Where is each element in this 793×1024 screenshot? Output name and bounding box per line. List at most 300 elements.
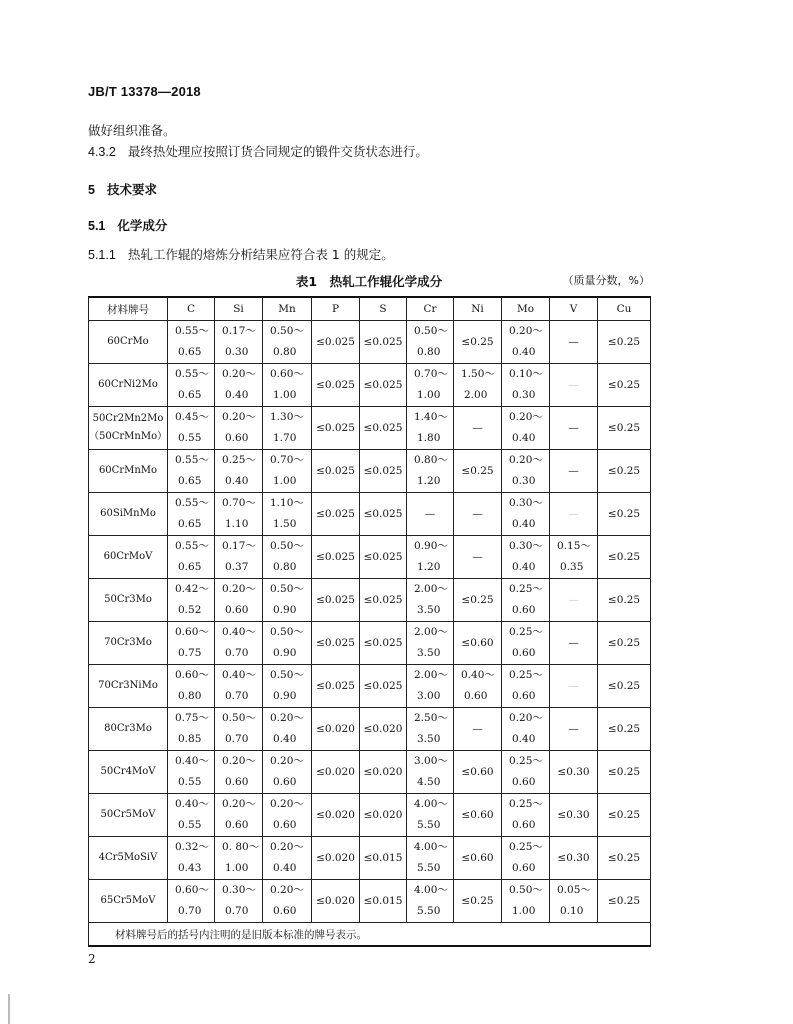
- range-upper: 1.00: [512, 905, 536, 917]
- range-upper: 3.00: [417, 690, 441, 702]
- range-upper: 1.10: [225, 518, 249, 530]
- cell-s: ≤0.020: [360, 794, 407, 837]
- column-header: Mo: [502, 297, 550, 321]
- range-upper: 0.40: [225, 475, 249, 487]
- cell-c: [168, 880, 215, 923]
- range-upper: 2.00: [464, 389, 488, 401]
- range-lower: 0.25～: [509, 669, 543, 681]
- range-upper: 0.40: [225, 389, 249, 401]
- cell-cr: [407, 794, 454, 837]
- cell-p: ≤0.025: [312, 536, 360, 579]
- cell-v: [550, 536, 598, 579]
- grade-label: 50Cr5MoV: [100, 809, 156, 820]
- range-lower: 2.00～: [414, 583, 448, 595]
- range-lower: 0.25～: [509, 798, 543, 810]
- cell-mo: [502, 751, 550, 794]
- cell-cu: ≤0.25: [598, 837, 651, 880]
- range-lower: 0.60～: [270, 368, 304, 380]
- range-upper: 0.60: [225, 776, 249, 788]
- cell-ni: ≤0.60: [454, 751, 502, 794]
- range-upper: 0.60: [273, 776, 297, 788]
- range-upper: 1.00: [273, 475, 297, 487]
- range-lower: 0.25～: [509, 626, 543, 638]
- range-upper: 1.80: [417, 432, 441, 444]
- range-upper: 0.40: [512, 518, 536, 530]
- cell-ni: ≤0.25: [454, 579, 502, 622]
- cell-s: ≤0.020: [360, 751, 407, 794]
- column-header: S: [360, 297, 407, 321]
- range-lower: 0.55～: [175, 454, 209, 466]
- cell-mn: [263, 837, 312, 880]
- range-lower: 0.42～: [175, 583, 209, 595]
- range-lower: 0.75～: [175, 712, 209, 724]
- cell-mn: [263, 665, 312, 708]
- cell-c: [168, 407, 215, 450]
- cell-v: —: [550, 622, 598, 665]
- cell-mo: [502, 450, 550, 493]
- range-upper: 3.50: [417, 604, 441, 616]
- range-upper: 0.90: [273, 690, 297, 702]
- range-upper: 0.60: [225, 819, 249, 831]
- cell-si: [215, 794, 263, 837]
- cell-cr: —: [407, 493, 454, 536]
- range-lower: 0.20～: [270, 884, 304, 896]
- cell-p: ≤0.025: [312, 579, 360, 622]
- cell-p: ≤0.020: [312, 708, 360, 751]
- range-upper: 0.40: [273, 862, 297, 874]
- range-lower: 0. 80～: [222, 841, 260, 853]
- cell-ni: [454, 364, 502, 407]
- range-lower: 0.25～: [509, 841, 543, 853]
- cell-cr: [407, 579, 454, 622]
- cell-p: ≤0.025: [312, 622, 360, 665]
- range-upper: 0.60: [273, 819, 297, 831]
- range-lower: 0.32～: [175, 841, 209, 853]
- range-upper: 1.20: [417, 561, 441, 573]
- range-upper: 0.70: [225, 647, 249, 659]
- cell-si: [215, 708, 263, 751]
- table-row: [89, 536, 651, 579]
- cell-s: ≤0.025: [360, 579, 407, 622]
- range-upper: 5.50: [417, 819, 441, 831]
- cell-ni: ≤0.25: [454, 450, 502, 493]
- grade-label: 60CrMoV: [103, 551, 153, 562]
- range-lower: 0.30～: [509, 540, 543, 552]
- range-upper: 0.55: [178, 819, 202, 831]
- grade-label: 80Cr3Mo: [104, 723, 152, 734]
- cell-s: ≤0.020: [360, 708, 407, 751]
- range-lower: 0.55～: [175, 540, 209, 552]
- range-upper: 0.85: [178, 733, 202, 745]
- column-header: C: [168, 297, 215, 321]
- range-lower: 1.10～: [270, 497, 304, 509]
- cell-mo: [502, 837, 550, 880]
- grade-cell: [89, 579, 168, 622]
- cell-s: ≤0.025: [360, 536, 407, 579]
- column-header: Si: [215, 297, 263, 321]
- range-upper: 0.55: [178, 776, 202, 788]
- range-lower: 1.50～: [461, 368, 495, 380]
- cell-si: [215, 493, 263, 536]
- cell-mn: [263, 579, 312, 622]
- cell-cu: ≤0.25: [598, 751, 651, 794]
- range-lower: 0.20～: [222, 368, 256, 380]
- table-row: [89, 794, 651, 837]
- table-footnote: 材料牌号后的括号内注明的是旧版本标准的牌号表示。: [89, 923, 651, 947]
- range-lower: 2.00～: [414, 669, 448, 681]
- range-upper: 0.30: [225, 346, 249, 358]
- grade-label: 50Cr2Mn2Mo: [92, 413, 164, 424]
- grade-label: 60SiMnMo: [100, 508, 156, 519]
- table-unit: （质量分数，%）: [562, 274, 650, 287]
- cell-p: ≤0.025: [312, 321, 360, 364]
- range-lower: 0.60～: [175, 884, 209, 896]
- range-lower: 0.40～: [175, 798, 209, 810]
- grade-cell: [89, 794, 168, 837]
- standard-code-header: JB/T 13378—2018: [88, 84, 201, 99]
- range-upper: 0.80: [178, 690, 202, 702]
- cell-v: ≤0.30: [550, 794, 598, 837]
- cell-s: ≤0.025: [360, 493, 407, 536]
- cell-cu: ≤0.25: [598, 880, 651, 923]
- range-lower: 0.55～: [175, 497, 209, 509]
- cell-ni: ≤0.25: [454, 880, 502, 923]
- range-lower: 0.50～: [270, 325, 304, 337]
- cell-s: ≤0.025: [360, 665, 407, 708]
- table-row: [89, 837, 651, 880]
- table-row: [89, 407, 651, 450]
- cell-mn: [263, 536, 312, 579]
- cell-cu: ≤0.25: [598, 536, 651, 579]
- cell-mn: [263, 364, 312, 407]
- column-header: Cu: [598, 297, 651, 321]
- range-lower: 0.40～: [222, 626, 256, 638]
- range-lower: 0.20～: [509, 454, 543, 466]
- range-lower: 0.25～: [509, 583, 543, 595]
- cell-si: [215, 665, 263, 708]
- range-lower: 0.20～: [509, 325, 543, 337]
- range-upper: 0.52: [178, 604, 202, 616]
- range-lower: 0.05～: [557, 884, 591, 896]
- range-lower: 1.30～: [270, 411, 304, 423]
- grade-label: 60CrMnMo: [98, 465, 158, 476]
- range-upper: 0.60: [464, 690, 488, 702]
- cell-mn: [263, 880, 312, 923]
- cell-p: ≤0.020: [312, 880, 360, 923]
- range-lower: 0.90～: [414, 540, 448, 552]
- column-header: Cr: [407, 297, 454, 321]
- range-upper: 0.70: [225, 690, 249, 702]
- clause-text: 热轧工作辊的熔炼分析结果应符合表 1 的规定。: [127, 247, 394, 262]
- cell-cr: [407, 880, 454, 923]
- range-upper: 0.65: [178, 475, 202, 487]
- cell-si: [215, 450, 263, 493]
- range-upper: 0.75: [178, 647, 202, 659]
- range-upper: 0.65: [178, 518, 202, 530]
- range-upper: 0.60: [512, 776, 536, 788]
- range-lower: 3.00～: [414, 755, 448, 767]
- range-upper: 0.80: [273, 561, 297, 573]
- range-lower: 0.55～: [175, 325, 209, 337]
- range-lower: 4.00～: [414, 884, 448, 896]
- subsection-title: 化学成分: [117, 218, 168, 233]
- cell-mo: [502, 493, 550, 536]
- cell-cu: ≤0.25: [598, 450, 651, 493]
- cell-v: —: [550, 407, 598, 450]
- table-caption-row: [88, 272, 650, 290]
- range-lower: 0.50～: [270, 669, 304, 681]
- cell-cu: ≤0.25: [598, 665, 651, 708]
- cell-cr: [407, 665, 454, 708]
- cell-si: [215, 364, 263, 407]
- range-upper: 0.70: [225, 733, 249, 745]
- cell-ni: ≤0.60: [454, 622, 502, 665]
- range-lower: 0.20～: [509, 411, 543, 423]
- section-title: 技术要求: [106, 182, 157, 197]
- cell-v: [550, 880, 598, 923]
- cell-si: [215, 321, 263, 364]
- cell-mo: [502, 794, 550, 837]
- cell-cu: ≤0.25: [598, 407, 651, 450]
- cell-p: ≤0.025: [312, 665, 360, 708]
- cell-cu: ≤0.25: [598, 622, 651, 665]
- grade-cell: [89, 493, 168, 536]
- range-upper: 0.60: [512, 690, 536, 702]
- cell-v: —: [550, 364, 598, 407]
- cell-s: ≤0.025: [360, 450, 407, 493]
- range-lower: 0.25～: [509, 755, 543, 767]
- range-upper: 0.90: [273, 647, 297, 659]
- cell-v: ≤0.30: [550, 837, 598, 880]
- clause-number: 5.1.1: [88, 248, 116, 262]
- grade-cell: [89, 837, 168, 880]
- range-upper: 1.00: [273, 389, 297, 401]
- grade-cell: [89, 450, 168, 493]
- range-lower: 0.50～: [270, 583, 304, 595]
- cell-cu: ≤0.25: [598, 794, 651, 837]
- cell-p: ≤0.025: [312, 493, 360, 536]
- range-lower: 0.40～: [175, 755, 209, 767]
- range-upper: 4.50: [417, 776, 441, 788]
- range-lower: 0.50～: [222, 712, 256, 724]
- cell-p: ≤0.025: [312, 364, 360, 407]
- clause-text: 最终热处理应按照订货合同规定的锻件交货状态进行。: [127, 144, 428, 159]
- range-lower: 0.20～: [222, 411, 256, 423]
- cell-mn: [263, 708, 312, 751]
- cell-c: [168, 665, 215, 708]
- cell-cr: [407, 364, 454, 407]
- column-header: 材料牌号: [89, 297, 168, 321]
- cell-ni: [454, 665, 502, 708]
- cell-p: ≤0.020: [312, 837, 360, 880]
- range-upper: 3.50: [417, 733, 441, 745]
- cell-s: ≤0.025: [360, 622, 407, 665]
- grade-cell: [89, 665, 168, 708]
- range-upper: 0.65: [178, 561, 202, 573]
- page-number: 2: [88, 952, 96, 966]
- cell-mn: [263, 794, 312, 837]
- range-upper: 0.65: [178, 346, 202, 358]
- range-upper: 0.70: [225, 905, 249, 917]
- table-header-row: [89, 297, 651, 321]
- subsection-number: 5.1: [88, 219, 106, 233]
- cell-cu: ≤0.25: [598, 579, 651, 622]
- range-lower: 0.40～: [222, 669, 256, 681]
- grade-cell: [89, 751, 168, 794]
- cell-mn: [263, 493, 312, 536]
- range-upper: 0.40: [273, 733, 297, 745]
- cell-mo: [502, 364, 550, 407]
- grade-cell: [89, 880, 168, 923]
- cell-c: [168, 751, 215, 794]
- range-lower: 0.45～: [175, 411, 209, 423]
- grade-label: 50Cr4MoV: [100, 766, 156, 777]
- cell-c: [168, 794, 215, 837]
- range-upper: 0.10: [560, 905, 584, 917]
- grade-cell: [89, 536, 168, 579]
- cell-si: [215, 579, 263, 622]
- cell-ni: —: [454, 708, 502, 751]
- cell-cr: [407, 708, 454, 751]
- range-upper: 1.20: [417, 475, 441, 487]
- range-upper: 0.55: [178, 432, 202, 444]
- cell-c: [168, 536, 215, 579]
- scan-edge-mark: [8, 994, 10, 1024]
- range-upper: 0.90: [273, 604, 297, 616]
- range-upper: 5.50: [417, 862, 441, 874]
- grade-label: （50CrMnMo）: [89, 431, 168, 442]
- cell-mn: [263, 321, 312, 364]
- range-upper: 1.00: [225, 862, 249, 874]
- column-header: Ni: [454, 297, 502, 321]
- cell-mo: [502, 407, 550, 450]
- cell-cu: ≤0.25: [598, 364, 651, 407]
- table-row: [89, 622, 651, 665]
- range-upper: 0.60: [512, 647, 536, 659]
- table-row: [89, 450, 651, 493]
- range-upper: 0.43: [178, 862, 202, 874]
- cell-mo: [502, 708, 550, 751]
- cell-s: ≤0.025: [360, 364, 407, 407]
- range-upper: 5.50: [417, 905, 441, 917]
- range-lower: 0.20～: [270, 755, 304, 767]
- range-lower: 0.15～: [557, 540, 591, 552]
- range-lower: 0.60～: [175, 669, 209, 681]
- range-lower: 0.20～: [509, 712, 543, 724]
- range-upper: 3.50: [417, 647, 441, 659]
- grade-label: 70Cr3Mo: [104, 637, 152, 648]
- grade-cell: [89, 364, 168, 407]
- cell-mn: [263, 622, 312, 665]
- cell-c: [168, 450, 215, 493]
- grade-cell: [89, 622, 168, 665]
- cell-p: ≤0.020: [312, 751, 360, 794]
- grade-label: 60CrNi2Mo: [98, 379, 158, 390]
- cell-s: ≤0.025: [360, 407, 407, 450]
- range-upper: 0.60: [512, 819, 536, 831]
- cell-c: [168, 321, 215, 364]
- range-lower: 0.70～: [222, 497, 256, 509]
- cell-si: [215, 407, 263, 450]
- table-row: [89, 708, 651, 751]
- table-caption: 表1 热轧工作辊化学成分: [295, 274, 443, 289]
- range-upper: 1.50: [273, 518, 297, 530]
- range-upper: 0.60: [273, 905, 297, 917]
- cell-v: —: [550, 450, 598, 493]
- cell-mo: [502, 622, 550, 665]
- range-upper: 0.30: [512, 475, 536, 487]
- range-upper: 0.80: [417, 346, 441, 358]
- cell-cr: [407, 622, 454, 665]
- range-upper: 1.70: [273, 432, 297, 444]
- range-lower: 0.20～: [222, 755, 256, 767]
- column-header: Mn: [263, 297, 312, 321]
- paragraph-continuation: 做好组织准备。: [88, 123, 176, 138]
- cell-ni: ≤0.60: [454, 794, 502, 837]
- range-upper: 0.70: [178, 905, 202, 917]
- range-lower: 0.20～: [270, 798, 304, 810]
- range-lower: 0.50～: [414, 325, 448, 337]
- cell-cr: [407, 536, 454, 579]
- cell-mo: [502, 579, 550, 622]
- cell-c: [168, 579, 215, 622]
- range-lower: 0.20～: [270, 712, 304, 724]
- grade-label: 70Cr3NiMo: [98, 680, 158, 691]
- range-lower: 0.20～: [222, 798, 256, 810]
- cell-mo: [502, 536, 550, 579]
- cell-cr: [407, 751, 454, 794]
- range-lower: 2.50～: [414, 712, 448, 724]
- column-header: V: [550, 297, 598, 321]
- range-lower: 0.10～: [509, 368, 543, 380]
- grade-label: 65Cr5MoV: [100, 895, 156, 906]
- cell-c: [168, 493, 215, 536]
- grade-cell: [89, 708, 168, 751]
- table-row: [89, 751, 651, 794]
- range-lower: 2.00～: [414, 626, 448, 638]
- range-lower: 0.50～: [509, 884, 543, 896]
- range-lower: 0.17～: [222, 325, 256, 337]
- cell-ni: —: [454, 536, 502, 579]
- range-lower: 1.40～: [414, 411, 448, 423]
- cell-si: [215, 880, 263, 923]
- range-upper: 0.35: [560, 561, 584, 573]
- range-upper: 1.00: [417, 389, 441, 401]
- cell-cr: [407, 837, 454, 880]
- range-upper: 0.40: [512, 432, 536, 444]
- cell-s: ≤0.025: [360, 321, 407, 364]
- cell-mo: [502, 665, 550, 708]
- cell-v: ≤0.30: [550, 751, 598, 794]
- range-lower: 4.00～: [414, 841, 448, 853]
- cell-ni: ≤0.25: [454, 321, 502, 364]
- table-row: [89, 579, 651, 622]
- grade-label: 60CrMo: [107, 336, 149, 347]
- cell-v: —: [550, 665, 598, 708]
- cell-c: [168, 364, 215, 407]
- range-upper: 0.65: [178, 389, 202, 401]
- range-lower: 0.30～: [509, 497, 543, 509]
- range-lower: 0.25～: [222, 454, 256, 466]
- cell-p: ≤0.025: [312, 407, 360, 450]
- grade-cell: [89, 321, 168, 364]
- range-upper: 0.60: [225, 432, 249, 444]
- cell-si: [215, 837, 263, 880]
- cell-ni: —: [454, 493, 502, 536]
- cell-mo: [502, 321, 550, 364]
- cell-cu: ≤0.25: [598, 708, 651, 751]
- cell-s: ≤0.015: [360, 837, 407, 880]
